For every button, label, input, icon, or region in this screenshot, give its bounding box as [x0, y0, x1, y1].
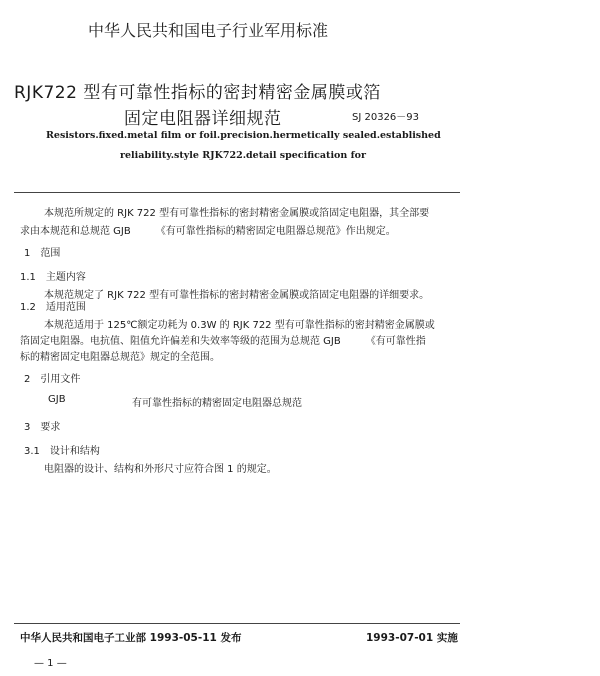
issuer-header: 中华人民共和国电子行业军用标准: [88, 21, 329, 40]
section-1-2-line2: 箔固定电阻器。电抗值、阻值允许偏差和失效率等级的范围为总规范 GJB 《有可靠性指: [20, 336, 426, 347]
page-number: — 1 —: [34, 658, 67, 669]
title-en-line1: Resistors.fixed.metal film or foil.precision.hermetically sealed.established: [46, 130, 441, 141]
section-1-1-heading: 1.1 主题内容: [20, 272, 86, 283]
section-1-2-line1: 本规范适用于 125℃额定功耗为 0.3W 的 RJK 722 型有可靠性指标的密封精密金属膜或: [44, 320, 435, 331]
standard-number: SJ 20326－93: [352, 112, 420, 123]
section-3-1-heading: 3.1 设计和结构: [24, 446, 100, 457]
title-cn-line2: 固定电阻器详细规范: [124, 109, 282, 129]
reference-code: GJB: [48, 394, 66, 405]
intro-line2: 求由本规范和总规范 GJB 《有可靠性指标的精密固定电阻器总规范》作出规定。: [20, 226, 396, 237]
issue-date: 中华人民共和国电子工业部 1993-05-11 发布: [20, 632, 242, 644]
section-2-heading: 2 引用文件: [24, 374, 81, 385]
effective-date: 1993-07-01 实施: [366, 632, 458, 644]
section-3-heading: 3 要求: [24, 422, 61, 433]
header-divider: [14, 192, 460, 193]
section-1-2-line3: 标的精密固定电阻器总规范》规定的全范围。: [20, 352, 220, 363]
title-cn-line1: RJK722 型有可靠性指标的密封精密金属膜或箔: [14, 83, 381, 103]
section-1-1-text: 本规范规定了 RJK 722 型有可靠性指标的密封精密金属膜或箔固定电阻器的详细要求。: [44, 290, 430, 301]
section-1-heading: 1 范围: [24, 248, 61, 259]
title-en-line2: reliability.style RJK722.detail specification for: [120, 150, 367, 161]
footer-divider: [14, 623, 460, 624]
section-3-1-text: 电阻器的设计、结构和外形尺寸应符合图 1 的规定。: [44, 464, 277, 475]
reference-title: 有可靠性指标的精密固定电阻器总规范: [132, 398, 302, 409]
section-1-2-heading: 1.2 适用范围: [20, 302, 86, 313]
intro-line1: 本规范所规定的 RJK 722 型有可靠性指标的密封精密金属膜或箔固定电阻器，其全部要: [44, 208, 430, 219]
